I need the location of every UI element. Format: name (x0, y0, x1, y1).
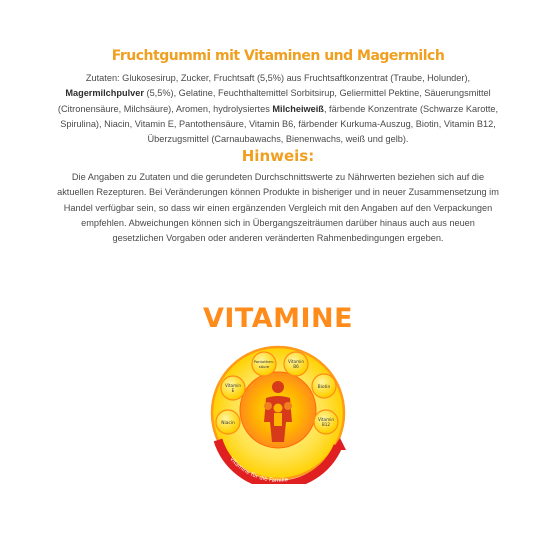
bubble-label: Vitamin (224, 383, 242, 388)
ingredients-text (48, 71, 508, 147)
bubble-label: B6 (293, 364, 299, 369)
bubble-label: Vitamin (287, 359, 305, 364)
ingredients-bold-magermilchpulver: Magermilchpulver (65, 88, 144, 99)
bubble-vitamin-e (221, 376, 245, 400)
bubble-vitamin-b6 (284, 352, 308, 376)
ingredients-part3: , färbende Konzentrate (Schwarze Karotte, Spirulina), Niacin, Vitamin E, Pantothensäure, Vitamin B6, färbender Kurkuma-Auszug, Biotin, Vitamin B12, Überzugsmittel (Carnaubawachs, Bienenwachs, weiß und gelb). (60, 103, 499, 145)
bubble-label: säure (258, 364, 270, 369)
vitamine-title: VITAMINE (202, 303, 354, 334)
ingredients-part2: (5,5%), Gelatine, Feuchthaltemittel Sorbitsirup, Geliermittel Pektine, Säuerungsmittel (Citronensäure, Milchsäure), Aromen, hydrolysiertes (57, 88, 491, 114)
hinweis-heading: Hinweis: (241, 147, 315, 165)
bubble-niacin (216, 410, 240, 434)
bubble-biotin (312, 374, 336, 398)
bubble-label: Niacin (221, 421, 235, 426)
bubble-pantothensaeure (252, 352, 276, 376)
arc-textpath: Vitamine für die Familie (228, 456, 289, 484)
bubble-label: E (231, 388, 235, 393)
bubble-label: B12 (321, 422, 331, 427)
ingredients-bold-milcheiweiss: Milcheiweiß (272, 103, 324, 114)
bubble-vitamin-b12 (314, 410, 338, 434)
product-title: Fruchtgummi mit Vitaminen und Magermilch (111, 48, 445, 64)
vitamin-diagram (200, 342, 356, 484)
bubble-label: Vitamin (317, 417, 335, 422)
ingredients-prefix: Zutaten: Glukosesirup, Zucker, Fruchtsaft (5,5%) aus Fruchtsaftkonzentrat (Traube, Holunder), (85, 73, 471, 83)
bubble-label: Biotin (317, 385, 331, 390)
vitamin-diagram-svg (200, 342, 356, 484)
bubble-label: Pantothen- (253, 359, 275, 364)
hinweis-text: Die Angaben zu Zutaten und die gerundeten Durchschnittswerte zu Nährwerten beziehen sich auf die aktuellen Rezepturen. Bei Veränderungen können Produkte in bisheriger und in neuer Zusammensetzung im Handel verfügbar sein, so dass wir einen ergänzenden Vergleich mit den Angaben auf den Verpackungen empfehlen. Abweichungen können sich in Übergangszeiträumen darüber hinaus auch aus neuen gesetzlichen Vorgaben oder anderen veränderten Rahmenbedingungen ergeben. (57, 172, 499, 244)
